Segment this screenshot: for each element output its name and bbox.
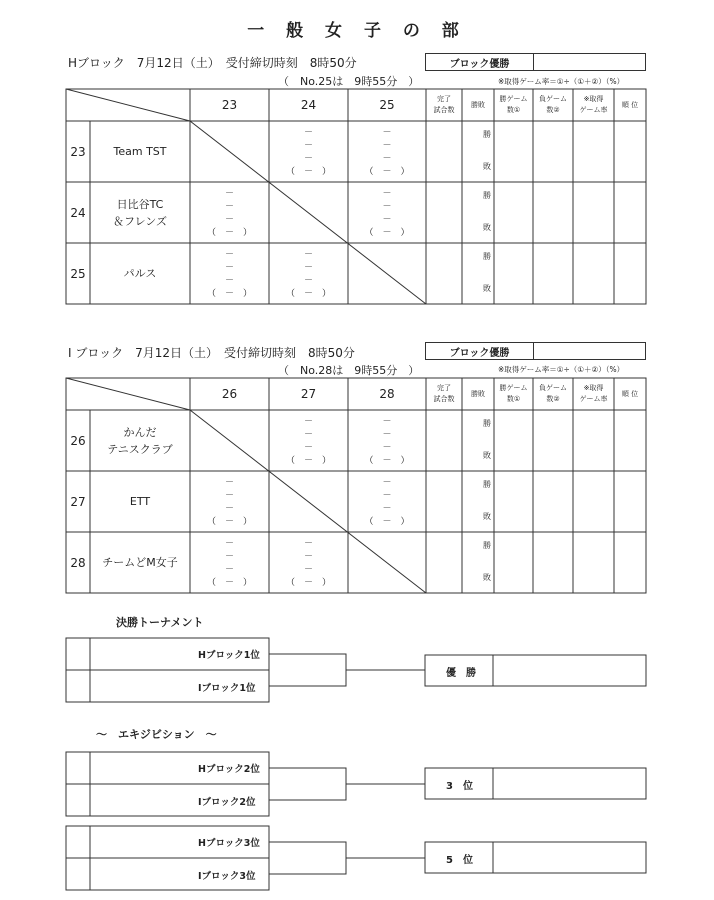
score-mark: －	[303, 430, 313, 440]
team-number: 26	[70, 433, 86, 448]
header-lost-line: 負ゲーム	[539, 384, 567, 392]
header-won-line: 勝ゲーム	[499, 384, 528, 392]
team-number: 25	[70, 266, 86, 281]
score-mark: －	[303, 154, 313, 164]
score-mark: －	[224, 189, 234, 199]
header-won-line: 数①	[506, 106, 521, 114]
block-winner-label: ブロック優勝	[426, 343, 534, 359]
header-lost-line: 数②	[546, 395, 560, 403]
game-rate-note: ※取得ゲーム率＝①÷（①＋②）（%）	[498, 365, 625, 374]
score-mark: －	[382, 154, 392, 164]
fifth-result-label: 5 位	[446, 855, 473, 866]
third-seed-h2: Hブロック2位	[198, 764, 260, 775]
win-label: 勝	[483, 479, 491, 489]
header-done-line: 完了	[437, 384, 451, 392]
header-won-line: 数①	[506, 395, 521, 403]
team-number: 28	[70, 555, 86, 570]
header-won-line: 勝ゲーム	[499, 95, 528, 103]
score-mark: －	[224, 250, 234, 260]
score-mark: （ － ）	[364, 167, 410, 177]
block-subheader: （ No.28は 9時55分 ）	[278, 364, 420, 377]
lose-label: 敗	[483, 511, 491, 521]
score-mark: －	[303, 417, 313, 427]
score-mark: （ － ）	[206, 578, 252, 588]
column-header-25: 25	[379, 98, 395, 112]
team-name-line: 日比谷TC	[116, 197, 164, 211]
score-mark: －	[224, 504, 234, 514]
score-mark: （ － ）	[285, 456, 331, 466]
team-number: 23	[70, 144, 86, 159]
team-number: 27	[70, 494, 86, 509]
third-seed-i2: Iブロック2位	[198, 797, 256, 808]
score-mark: （ － ）	[285, 578, 331, 588]
score-mark: －	[382, 430, 392, 440]
header-wl: 勝敗	[471, 100, 485, 109]
score-mark: －	[224, 202, 234, 212]
final-result-label: 優 勝	[446, 668, 476, 679]
game-rate-note: ※取得ゲーム率＝①÷（①＋②）（%）	[498, 77, 625, 86]
score-mark: －	[303, 141, 313, 151]
header-done-line: 試合数	[433, 395, 455, 403]
team-name-line: かんだ	[123, 425, 157, 439]
score-mark: （ － ）	[364, 517, 410, 527]
score-mark: －	[303, 276, 313, 286]
score-mark: －	[224, 539, 234, 549]
lose-label: 敗	[483, 222, 491, 232]
header-rank: 順 位	[621, 100, 639, 109]
page-title: 一 般 女 子 の 部	[247, 21, 467, 41]
team-name-line: ETT	[129, 495, 151, 508]
header-rate-line: ゲーム率	[579, 106, 608, 114]
score-mark: －	[303, 263, 313, 273]
team-name-line: Team TST	[113, 145, 167, 158]
exhibition-title: ～ エキジビション ～	[96, 728, 217, 741]
score-mark: （ － ）	[364, 228, 410, 238]
score-mark: －	[382, 141, 392, 151]
lose-label: 敗	[483, 283, 491, 293]
win-label: 勝	[483, 418, 491, 428]
score-mark: －	[303, 539, 313, 549]
score-mark: －	[382, 128, 392, 138]
column-header-24: 24	[300, 98, 317, 112]
team-name-line: チームどM女子	[102, 556, 178, 569]
win-label: 勝	[483, 251, 491, 261]
score-mark: －	[382, 491, 392, 501]
team-name-line: ＆フレンズ	[113, 214, 167, 228]
win-label: 勝	[483, 190, 491, 200]
lose-label: 敗	[483, 450, 491, 460]
column-header-26: 26	[221, 387, 238, 401]
block-subheader: （ No.25は 9時55分 ）	[278, 75, 420, 88]
team-number: 24	[70, 205, 86, 220]
block-winner-label: ブロック優勝	[426, 54, 534, 70]
header-lost-line: 数②	[546, 106, 560, 114]
header-done-line: 完了	[437, 95, 451, 103]
score-mark: －	[224, 215, 234, 225]
final-tournament-title: 決勝トーナメント	[116, 616, 204, 629]
score-mark: －	[224, 491, 234, 501]
score-mark: －	[303, 565, 313, 575]
lose-label: 敗	[483, 572, 491, 582]
score-mark: －	[303, 250, 313, 260]
block-header: I ブロック 7月12日（土） 受付締切時刻 8時50分	[68, 346, 355, 360]
score-mark: （ － ）	[206, 289, 252, 299]
score-mark: －	[224, 478, 234, 488]
column-header-23: 23	[221, 98, 238, 112]
score-mark: －	[303, 552, 313, 562]
header-rate-line: ※取得	[583, 384, 604, 392]
score-mark: －	[303, 443, 313, 453]
score-mark: －	[382, 478, 392, 488]
block-header: Hブロック 7月12日（土） 受付締切時刻 8時50分	[68, 56, 357, 70]
header-rate-line: ゲーム率	[579, 395, 608, 403]
final-seed-i1: Iブロック1位	[198, 683, 256, 694]
score-mark: －	[382, 443, 392, 453]
fifth-seed-h3: Hブロック3位	[198, 838, 260, 849]
score-mark: （ － ）	[285, 289, 331, 299]
win-label: 勝	[483, 540, 491, 550]
header-done-line: 試合数	[433, 106, 455, 114]
win-label: 勝	[483, 129, 491, 139]
score-mark: －	[224, 552, 234, 562]
header-lost-line: 負ゲーム	[539, 95, 567, 103]
team-name-line: テニスクラブ	[107, 442, 173, 456]
final-seed-h1: Hブロック1位	[198, 650, 260, 661]
score-mark: （ － ）	[285, 167, 331, 177]
score-mark: －	[224, 565, 234, 575]
score-mark: －	[382, 215, 392, 225]
column-header-27: 27	[300, 387, 317, 401]
score-mark: （ － ）	[206, 517, 252, 527]
lose-label: 敗	[483, 161, 491, 171]
score-mark: －	[382, 417, 392, 427]
score-mark: （ － ）	[206, 228, 252, 238]
score-mark: －	[224, 263, 234, 273]
score-mark: （ － ）	[364, 456, 410, 466]
score-mark: －	[382, 202, 392, 212]
header-wl: 勝敗	[471, 389, 485, 398]
team-name-line: パルス	[123, 267, 157, 280]
score-mark: －	[303, 128, 313, 138]
fifth-seed-i3: Iブロック3位	[198, 871, 256, 882]
header-rank: 順 位	[621, 389, 639, 398]
score-mark: －	[224, 276, 234, 286]
score-mark: －	[382, 504, 392, 514]
third-result-label: 3 位	[446, 781, 473, 792]
header-rate-line: ※取得	[583, 95, 604, 103]
column-header-28: 28	[379, 387, 395, 401]
score-mark: －	[382, 189, 392, 199]
